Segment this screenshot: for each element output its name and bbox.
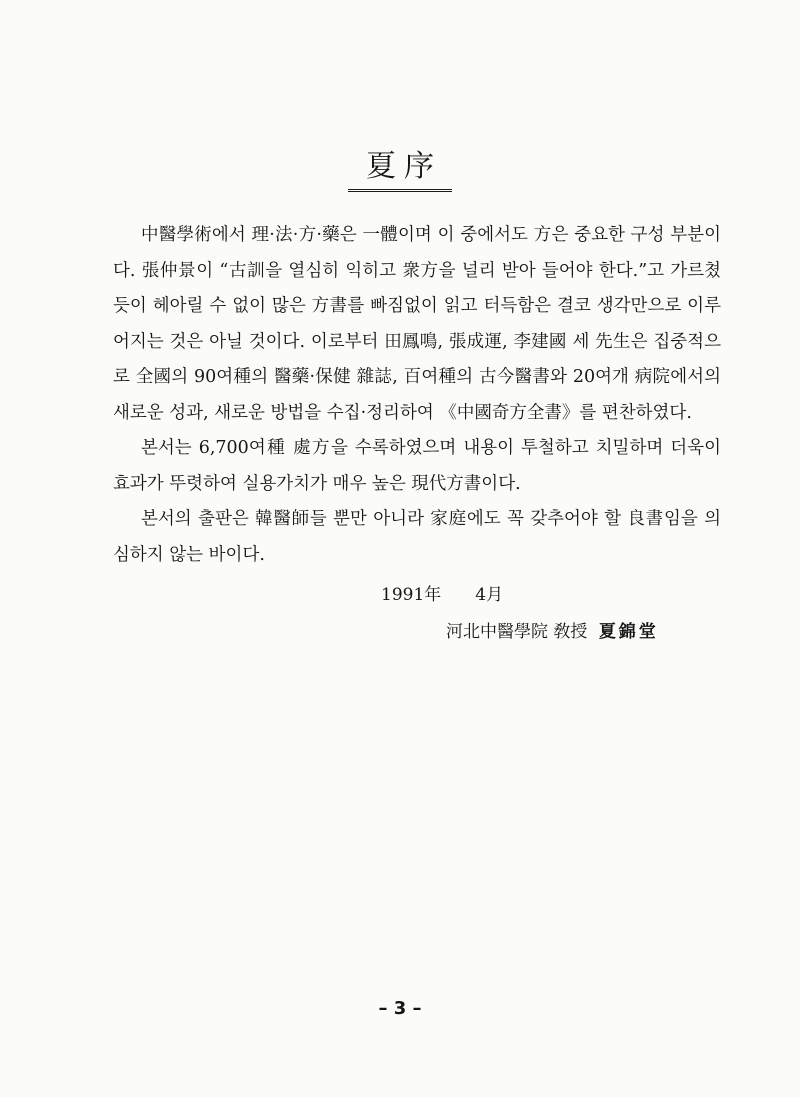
signature-affiliation: 河北中醫學院 敎授 bbox=[446, 622, 588, 642]
paragraph-2: 본서는 6,700여種 處方을 수록하였으며 내용이 투철하고 치밀하며 더욱이 효과가 뚜렷하여 실용가치가 매우 높은 現代方書이다. bbox=[113, 438, 721, 494]
signature-name: 夏錦堂 bbox=[598, 622, 659, 642]
paragraph-1: 中醫學術에서 理·法·方·藥은 一體이며 이 중에서도 方은 중요한 구성 부분이다. 張仲景이 “古訓을 열심히 익히고 衆方을 널리 받아 들어야 한다.”고 가르쳤듯이 헤아릴 수 없이 많은 方書를 빠짐없이 읽고 터득함은 결코 생각만으로 이루어지는 것은 아닐 것이다. 이로부터 田鳳鳴, 張成運, 李建國 세 先生은 집중적으로 全國의 90여種의 醫藥·保健 雜誌, 百여種의 古今醫書와 20여개 病院에서의 새로운 성과, 새로운 방법을 수집·정리하여 《中國奇方全書》를 편찬하였다. bbox=[113, 225, 721, 423]
page-number: – 3 – bbox=[378, 998, 422, 1019]
preface-body bbox=[113, 218, 721, 573]
signature-line bbox=[446, 617, 659, 642]
page-title: 夏序 bbox=[348, 150, 452, 192]
date-line: 1991年 4月 bbox=[381, 585, 504, 605]
title-container bbox=[0, 150, 800, 192]
paragraph-3: 본서의 출판은 韓醫師들 뿐만 아니라 家庭에도 꼭 갖추어야 할 良書임을 의심하지 않는 바이다. bbox=[113, 509, 721, 565]
